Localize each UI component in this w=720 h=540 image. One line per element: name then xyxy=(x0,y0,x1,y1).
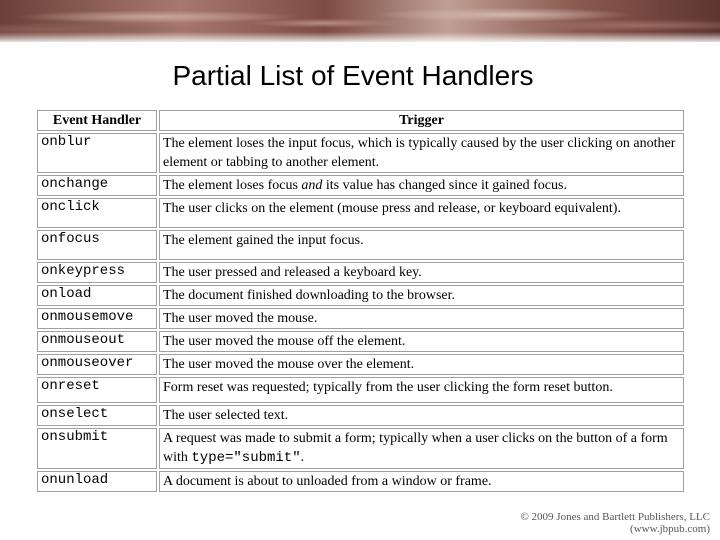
copyright-footer: © 2009 Jones and Bartlett Publishers, LLC (www.jbpub.com) xyxy=(520,511,710,535)
handler-cell: onreset xyxy=(37,377,157,403)
header-banner-fade xyxy=(0,32,720,44)
table-row xyxy=(37,308,684,329)
table-row xyxy=(37,285,684,306)
table-row xyxy=(37,471,684,492)
table-row xyxy=(37,405,684,426)
column-header-trigger: Trigger xyxy=(159,110,684,131)
trigger-code: type="submit" xyxy=(191,450,301,466)
event-handler-table xyxy=(35,108,686,494)
table-row xyxy=(37,331,684,352)
table-row xyxy=(37,230,684,260)
trigger-cell: The user moved the mouse. xyxy=(159,308,684,329)
slide-title: Partial List of Event Handlers xyxy=(172,60,534,91)
trigger-cell: Form reset was requested; typically from the user clicking the form reset button. xyxy=(159,377,684,403)
handler-cell: onselect xyxy=(37,405,157,426)
trigger-text: The element loses focus xyxy=(163,178,302,193)
trigger-cell xyxy=(159,428,684,469)
trigger-cell xyxy=(159,175,684,196)
trigger-cell: The user moved the mouse off the element. xyxy=(159,331,684,352)
table-row xyxy=(37,428,684,469)
handler-cell: onclick xyxy=(37,198,157,228)
handler-cell: onkeypress xyxy=(37,262,157,283)
trigger-cell: The element gained the input focus. xyxy=(159,230,684,260)
handler-cell: onfocus xyxy=(37,230,157,260)
table-row xyxy=(37,198,684,228)
table-row xyxy=(37,175,684,196)
table-header-row xyxy=(37,110,684,131)
trigger-cell: The user pressed and released a keyboard key. xyxy=(159,262,684,283)
trigger-cell: The user selected text. xyxy=(159,405,684,426)
trigger-cell: The user moved the mouse over the element. xyxy=(159,354,684,375)
table-row xyxy=(37,262,684,283)
trigger-cell: The document finished downloading to the browser. xyxy=(159,285,684,306)
handler-cell: onmousemove xyxy=(37,308,157,329)
table-row xyxy=(37,133,684,173)
column-header-event-handler: Event Handler xyxy=(37,110,157,131)
handler-cell: onload xyxy=(37,285,157,306)
handler-cell: onmouseout xyxy=(37,331,157,352)
handler-cell: onmouseover xyxy=(37,354,157,375)
trigger-cell: The element loses the input focus, which is typically caused by the user clicking on another element or tabbing to another element. xyxy=(159,133,684,173)
handler-cell: onblur xyxy=(37,133,157,173)
trigger-text: A request was made to submit a form; typically when a user clicks on the button of a form with xyxy=(163,431,668,465)
table-row xyxy=(37,377,684,403)
handler-cell: onchange xyxy=(37,175,157,196)
trigger-text: . xyxy=(300,450,305,465)
trigger-cell: The user clicks on the element (mouse press and release, or keyboard equivalent). xyxy=(159,198,684,228)
table-row xyxy=(37,354,684,375)
handler-cell: onsubmit xyxy=(37,428,157,469)
trigger-text: its value has changed since it gained focus. xyxy=(322,178,567,193)
trigger-cell: A document is about to unloaded from a window or frame. xyxy=(159,471,684,492)
trigger-emphasis: and xyxy=(301,178,323,193)
handler-cell: onunload xyxy=(37,471,157,492)
